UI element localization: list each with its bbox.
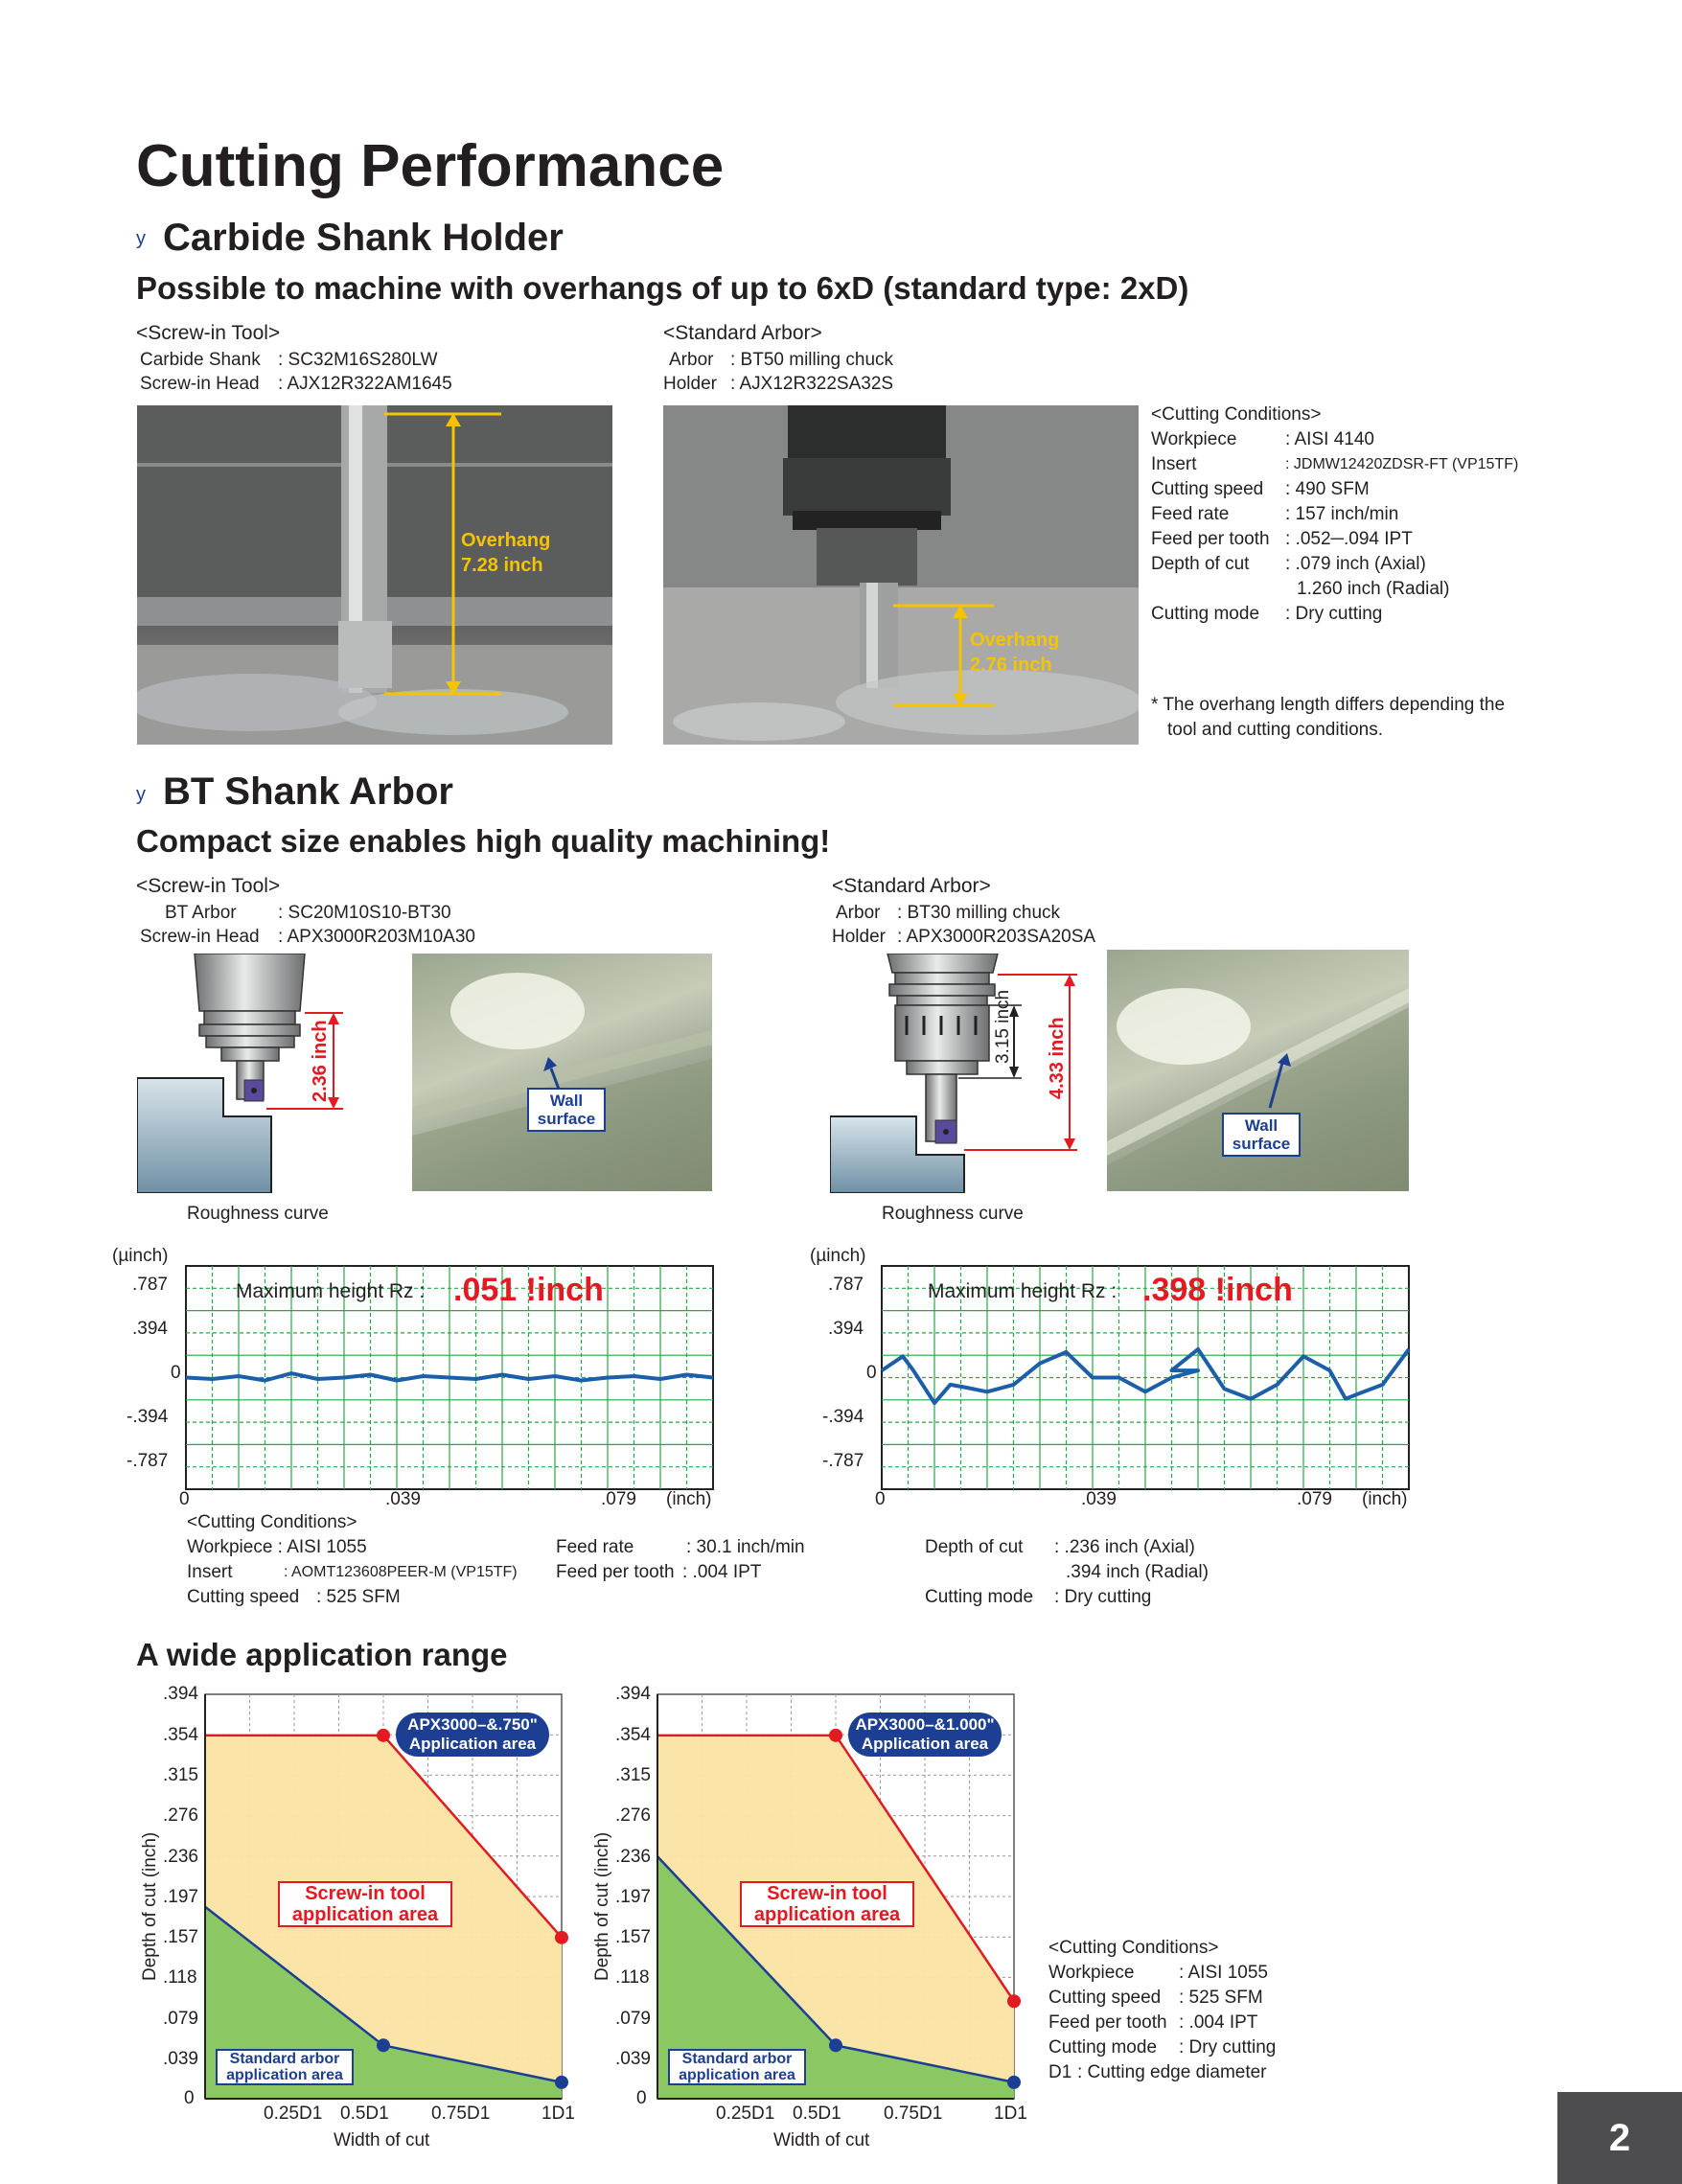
rc2-value: .398 !inch bbox=[1142, 1272, 1293, 1308]
standard-point bbox=[1007, 2076, 1021, 2089]
s1-cond-v6: 1.260 inch (Radial) bbox=[1297, 579, 1450, 599]
rc1-xtick-2: .079 bbox=[601, 1489, 636, 1509]
ac1-std-label bbox=[216, 2049, 354, 2085]
screw-in-point bbox=[829, 1729, 842, 1742]
rc2-xtick-0: 0 bbox=[875, 1489, 886, 1509]
s2-std-row1-val: : BT30 milling chuck bbox=[897, 903, 1061, 923]
wall-word: Wall bbox=[549, 1092, 584, 1110]
ac1-ytick-9: .039 bbox=[163, 2049, 198, 2069]
rc2-ytick-4: -.787 bbox=[822, 1451, 864, 1471]
s2-dim-label: 2.36 inch bbox=[310, 1020, 331, 1102]
rc2-ytick-0: .787 bbox=[828, 1275, 864, 1295]
rc2-ylabel: (µinch) bbox=[810, 1246, 866, 1266]
ac2-xtick-3: 1D1 bbox=[994, 2104, 1027, 2124]
rc2-ytick-3: -.394 bbox=[822, 1407, 864, 1427]
ac1-badge-line2: Application area bbox=[408, 1735, 537, 1753]
wall-surface-callout-1 bbox=[527, 1088, 606, 1132]
ac1-ytick-0: .394 bbox=[163, 1684, 198, 1704]
s1-screw-label: <Screw-in Tool> bbox=[136, 322, 281, 344]
ac1-ytick-4: .236 bbox=[163, 1847, 198, 1867]
s2-cond-speed-v: : 525 SFM bbox=[316, 1587, 401, 1607]
s1-note2: tool and cutting conditions. bbox=[1167, 720, 1383, 740]
rc1-xlabel: (inch) bbox=[666, 1489, 712, 1509]
rc2-title: Maximum height Rz : bbox=[928, 1280, 1117, 1302]
bt30-chuck-diagram bbox=[830, 954, 1089, 1193]
wall-surface-photo-1 bbox=[412, 954, 712, 1191]
ac1-ytick-6: .157 bbox=[163, 1927, 198, 1947]
s2-cond-mode-v: : Dry cutting bbox=[1054, 1587, 1152, 1607]
s2-cond-fpt-k: Feed per tooth bbox=[556, 1562, 675, 1582]
ac2-ytick-0: .394 bbox=[615, 1684, 651, 1704]
section2-subheading: Compact size enables high quality machining! bbox=[136, 823, 831, 859]
photo-illustration-2 bbox=[663, 405, 1139, 745]
s2-std-row1-key: Arbor bbox=[836, 903, 881, 923]
standard-point bbox=[829, 2038, 842, 2052]
ac1-screw-line1: Screw-in tool bbox=[305, 1883, 426, 1904]
s3-cond-v1: : 525 SFM bbox=[1179, 1988, 1263, 2008]
rc1-ytick-2: 0 bbox=[171, 1363, 181, 1383]
screw-in-point bbox=[555, 1931, 568, 1944]
ac1-badge bbox=[396, 1713, 549, 1757]
s2-dim-small-label: 3.15 inch bbox=[993, 989, 1013, 1064]
application-chart-1 bbox=[134, 1682, 585, 2151]
s3-conditions bbox=[1048, 1938, 1336, 2091]
rc2-ytick-2: 0 bbox=[866, 1363, 877, 1383]
s2-screw-row2-key: Screw-in Head bbox=[140, 927, 260, 947]
ac2-screw-line2: application area bbox=[753, 1904, 901, 1925]
rc1-ytick-1: .394 bbox=[132, 1319, 168, 1339]
bt-arbor-drawing bbox=[137, 954, 396, 1193]
rc1-title: Maximum height Rz : bbox=[236, 1280, 426, 1302]
s2-cond-feed-k: Feed rate bbox=[556, 1537, 634, 1557]
s1-cond-k3: Feed rate bbox=[1151, 504, 1230, 524]
s1-std-overhang-label: Overhang bbox=[970, 630, 1060, 651]
ac2-xtick-0: 0.25D1 bbox=[716, 2104, 775, 2124]
s1-note1: * The overhang length differs depending the bbox=[1151, 695, 1506, 715]
ac2-ytick-10: 0 bbox=[636, 2088, 647, 2108]
ac1-xtick-0: 0.25D1 bbox=[264, 2104, 323, 2124]
ac2-xtick-2: 0.75D1 bbox=[884, 2104, 943, 2124]
rc1-value: .051 !inch bbox=[453, 1272, 604, 1308]
ac1-screw-label bbox=[278, 1881, 452, 1927]
screw-in-point bbox=[377, 1729, 390, 1742]
rc1-ytick-0: .787 bbox=[132, 1275, 168, 1295]
page-number: 2 bbox=[1557, 2092, 1682, 2184]
ac2-ytick-2: .315 bbox=[615, 1765, 651, 1785]
ac2-badge-line1: APX3000–&1.000" bbox=[855, 1715, 995, 1734]
s2-cond-doc-k: Depth of cut bbox=[925, 1537, 1024, 1557]
ac2-ytick-5: .197 bbox=[615, 1887, 651, 1907]
s3-cond-k0: Workpiece bbox=[1048, 1963, 1135, 1983]
ac1-badge-line1: APX3000–&.750" bbox=[407, 1715, 538, 1734]
s1-overhang-label: Overhang bbox=[461, 530, 551, 551]
ac1-screw-line2: application area bbox=[291, 1904, 439, 1925]
wall-photo-art-1 bbox=[412, 954, 712, 1191]
wall-surface-photo-2 bbox=[1107, 950, 1409, 1191]
s2-screw-row2-val: : APX3000R203M10A30 bbox=[278, 927, 475, 947]
s3-cond-v0: : AISI 1055 bbox=[1179, 1963, 1268, 1983]
ac2-ytick-1: .354 bbox=[615, 1725, 651, 1745]
s1-cond-k7: Cutting mode bbox=[1151, 604, 1260, 624]
s1-overhang-value: 7.28 inch bbox=[461, 555, 543, 576]
s1-std-row2-val: : AJX12R322SA32S bbox=[730, 374, 894, 394]
page-title: Cutting Performance bbox=[136, 133, 725, 199]
s2-std-label: <Standard Arbor> bbox=[832, 875, 991, 897]
ac1-ytick-3: .276 bbox=[163, 1805, 198, 1826]
s2-cond-doc-v1: : .236 inch (Axial) bbox=[1054, 1537, 1195, 1557]
s1-cond-v4: : .052─.094 IPT bbox=[1285, 529, 1413, 549]
ac2-std-label bbox=[668, 2049, 806, 2085]
s1-cond-k2: Cutting speed bbox=[1151, 479, 1264, 499]
ac2-screw-line1: Screw-in tool bbox=[767, 1883, 887, 1904]
s1-screw-row2-key: Screw-in Head bbox=[140, 374, 260, 394]
s2-screw-label: <Screw-in Tool> bbox=[136, 875, 281, 897]
application-chart-2 bbox=[587, 1682, 1037, 2151]
s2-cond-feed-v: : 30.1 inch/min bbox=[686, 1537, 805, 1557]
ac2-ytick-7: .118 bbox=[615, 1967, 650, 1988]
s1-cond-v1: : JDMW12420ZDSR-FT (VP15TF) bbox=[1285, 456, 1519, 472]
ac1-ytick-1: .354 bbox=[163, 1725, 198, 1745]
s1-screw-row1-key: Carbide Shank bbox=[140, 350, 261, 370]
s3-cond-k4: D1 bbox=[1048, 2062, 1072, 2082]
rc1-ytick-4: -.787 bbox=[127, 1451, 169, 1471]
rc1-ytick-3: -.394 bbox=[127, 1407, 169, 1427]
s1-std-label: <Standard Arbor> bbox=[663, 322, 822, 344]
s3-cond-k1: Cutting speed bbox=[1048, 1988, 1162, 2008]
s1-cond-v0: : AISI 4140 bbox=[1285, 429, 1374, 449]
s2-cond-doc-v2: .394 inch (Radial) bbox=[1066, 1562, 1209, 1582]
s3-cond-v2: : .004 IPT bbox=[1179, 2012, 1258, 2033]
rc1-xtick-1: .039 bbox=[385, 1489, 421, 1509]
screw-in-point bbox=[1007, 1994, 1021, 2008]
roughness-label-1: Roughness curve bbox=[187, 1204, 329, 1224]
wall-word-2: Wall bbox=[1244, 1116, 1279, 1135]
ac2-badge-line2: Application area bbox=[861, 1735, 989, 1753]
s1-cond-v2: : 490 SFM bbox=[1285, 479, 1370, 499]
section3-heading: A wide application range bbox=[136, 1637, 508, 1672]
s1-cond-k4: Feed per tooth bbox=[1151, 529, 1270, 549]
standard-point bbox=[555, 2076, 568, 2089]
ac2-ytick-4: .236 bbox=[615, 1847, 651, 1867]
ac2-xtick-1: 0.5D1 bbox=[793, 2104, 841, 2124]
s1-cond-k0: Workpiece bbox=[1151, 429, 1237, 449]
ac1-xtick-2: 0.75D1 bbox=[431, 2104, 491, 2124]
bullet-icon-2: y bbox=[136, 784, 146, 805]
screw-in-tool-photo bbox=[137, 405, 612, 745]
rc2-xtick-1: .039 bbox=[1081, 1489, 1117, 1509]
ac1-std-line2: application area bbox=[226, 2067, 343, 2083]
ac1-xtick-1: 0.5D1 bbox=[340, 2104, 389, 2124]
surface-word-2: surface bbox=[1232, 1135, 1291, 1153]
ac2-ytick-6: .157 bbox=[615, 1927, 651, 1947]
ac2-badge bbox=[848, 1713, 1002, 1757]
section1-subheading: Possible to machine with overhangs of up to 6xD (standard type: 2xD) bbox=[136, 270, 1189, 306]
ac1-ytick-8: .079 bbox=[163, 2009, 198, 2029]
surface-word: surface bbox=[537, 1110, 596, 1128]
s1-std-overhang-value: 2.76 inch bbox=[970, 655, 1052, 676]
s2-cond-insert-k: Insert bbox=[187, 1562, 233, 1582]
standard-arbor-photo bbox=[663, 405, 1139, 745]
ac1-ytick-10: 0 bbox=[184, 2088, 195, 2108]
s1-cond-k5: Depth of cut bbox=[1151, 554, 1250, 574]
roughness-chart-2 bbox=[801, 1244, 1424, 1512]
s3-cond-v4: : Cutting edge diameter bbox=[1077, 2062, 1267, 2082]
rc2-xtick-2: .079 bbox=[1297, 1489, 1332, 1509]
s3-cond-v3: : Dry cutting bbox=[1179, 2037, 1277, 2058]
s1-std-row1-key: Arbor bbox=[669, 350, 714, 370]
ac1-ytick-5: .197 bbox=[163, 1887, 198, 1907]
s3-cond-title: <Cutting Conditions> bbox=[1048, 1938, 1219, 1958]
standard-point bbox=[377, 2038, 390, 2052]
s1-screw-row1-val: : SC32M16S280LW bbox=[278, 350, 438, 370]
ac2-screw-label bbox=[740, 1881, 914, 1927]
ac2-ylabel: Depth of cut (inch) bbox=[592, 1831, 612, 1981]
ac2-xlabel: Width of cut bbox=[773, 2130, 870, 2150]
s2-dim-big-label: 4.33 inch bbox=[1047, 1017, 1068, 1099]
section1-heading: Carbide Shank Holder bbox=[163, 217, 564, 259]
s1-std-row2-key: Holder bbox=[663, 374, 717, 394]
s2-std-row2-val: : APX3000R203SA20SA bbox=[897, 927, 1096, 947]
s3-cond-k3: Cutting mode bbox=[1048, 2037, 1158, 2058]
s1-std-row1-val: : BT50 milling chuck bbox=[730, 350, 894, 370]
ac1-ytick-7: .118 bbox=[163, 1967, 197, 1988]
rc2-xlabel: (inch) bbox=[1362, 1489, 1408, 1509]
ac2-std-line2: application area bbox=[679, 2067, 795, 2083]
ac1-ylabel: Depth of cut (inch) bbox=[140, 1831, 160, 1981]
s2-screw-row1-key: BT Arbor bbox=[165, 903, 237, 923]
ac2-std-line1: Standard arbor bbox=[681, 2051, 793, 2067]
s1-cond-v3: : 157 inch/min bbox=[1285, 504, 1399, 524]
wall-surface-callout-2 bbox=[1222, 1113, 1301, 1157]
s1-cond-title: <Cutting Conditions> bbox=[1151, 404, 1322, 425]
rc1-ylabel: (µinch) bbox=[112, 1246, 169, 1266]
s1-cond-k1: Insert bbox=[1151, 454, 1197, 474]
ac1-ytick-2: .315 bbox=[163, 1765, 198, 1785]
bt-arbor-diagram bbox=[137, 954, 396, 1193]
s1-cond-v7: : Dry cutting bbox=[1285, 604, 1383, 624]
s2-cond-title: <Cutting Conditions> bbox=[187, 1512, 357, 1532]
ac2-ytick-3: .276 bbox=[615, 1805, 651, 1826]
ac2-ytick-9: .039 bbox=[615, 2049, 651, 2069]
ac1-xlabel: Width of cut bbox=[334, 2130, 430, 2150]
s1-screw-row2-val: : AJX12R322AM1645 bbox=[278, 374, 452, 394]
s2-cond-mode-k: Cutting mode bbox=[925, 1587, 1034, 1607]
rc1-xtick-0: 0 bbox=[179, 1489, 190, 1509]
s3-cond-k2: Feed per tooth bbox=[1048, 2012, 1167, 2033]
roughness-chart-1 bbox=[105, 1244, 728, 1512]
ac2-ytick-8: .079 bbox=[615, 2009, 651, 2029]
section2-heading: BT Shank Arbor bbox=[163, 770, 453, 813]
s2-std-row2-key: Holder bbox=[832, 927, 886, 947]
ac1-std-line1: Standard arbor bbox=[229, 2051, 340, 2067]
s2-cond-insert-v: : AOMT123608PEER-M (VP15TF) bbox=[284, 1564, 518, 1580]
s2-screw-row1-val: : SC20M10S10-BT30 bbox=[278, 903, 451, 923]
roughness-label-2: Roughness curve bbox=[882, 1204, 1024, 1224]
s2-cond-speed-k: Cutting speed bbox=[187, 1587, 300, 1607]
ac1-xtick-3: 1D1 bbox=[541, 2104, 575, 2124]
s1-cond-v5: : .079 inch (Axial) bbox=[1285, 554, 1426, 574]
s2-cond-workpiece: Workpiece : AISI 1055 bbox=[187, 1537, 367, 1557]
rc2-ytick-1: .394 bbox=[828, 1319, 864, 1339]
bullet-icon: y bbox=[136, 228, 146, 249]
s2-cond-fpt-v: : .004 IPT bbox=[682, 1562, 762, 1582]
